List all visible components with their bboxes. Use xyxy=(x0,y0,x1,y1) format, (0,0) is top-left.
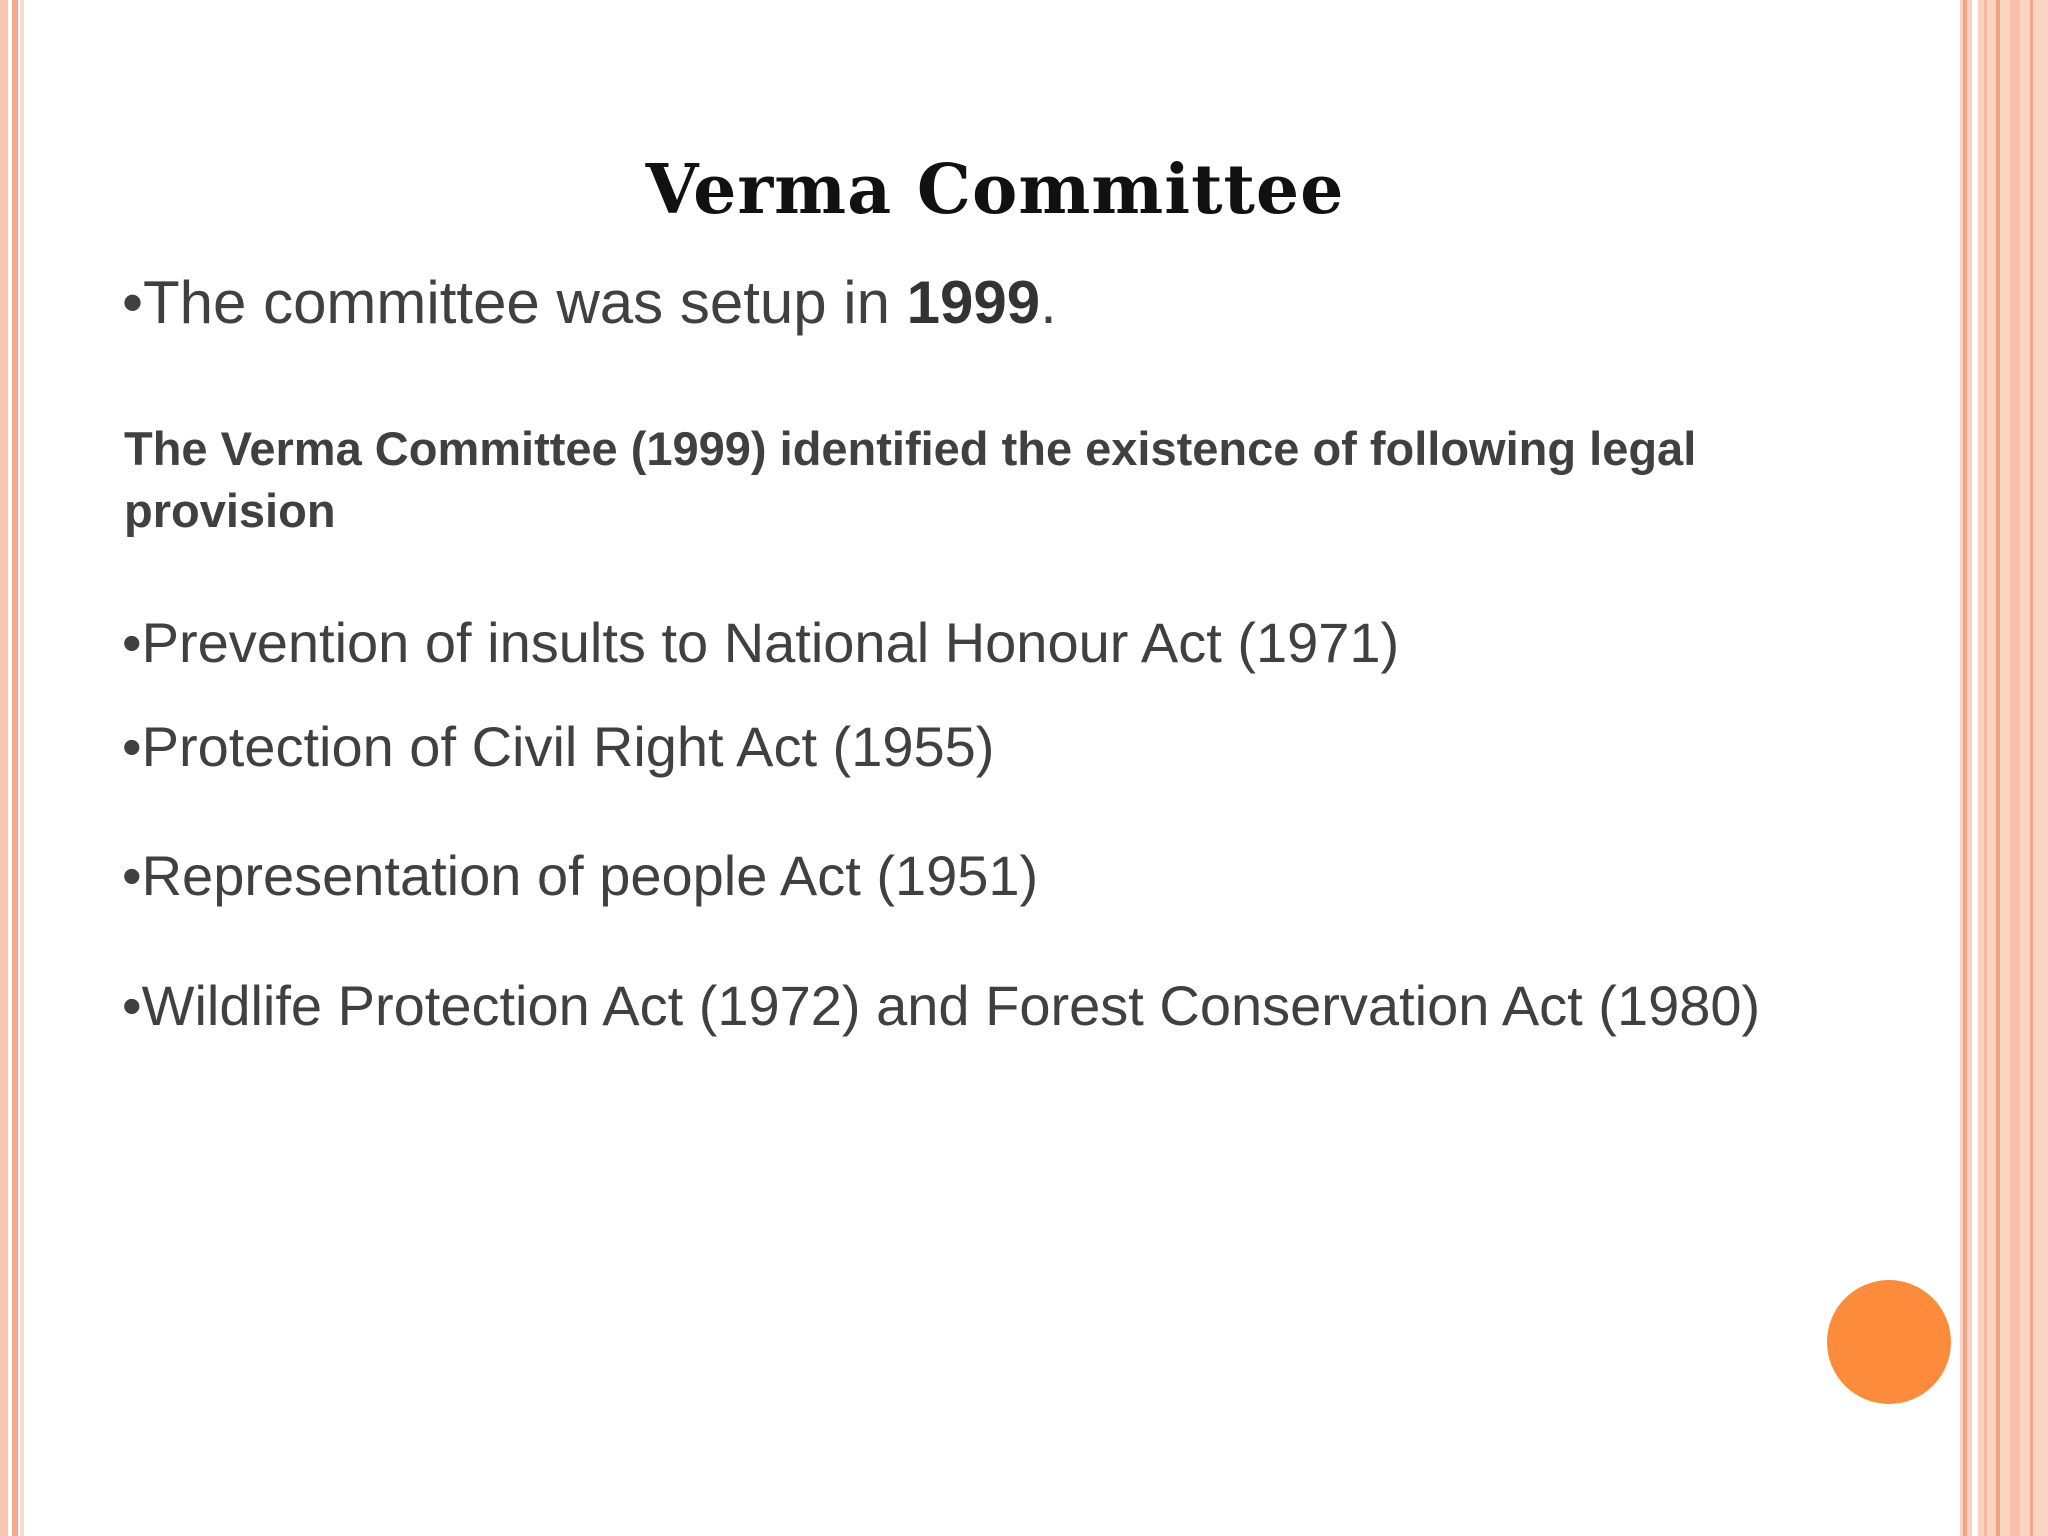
left-border-stripe xyxy=(0,0,8,1536)
bullet-item: •Protection of Civil Right Act (1955) xyxy=(122,715,995,778)
bullet-item: •Representation of people Act (1951) xyxy=(122,844,1039,907)
slide-title: Verma Committee xyxy=(645,150,1345,230)
right-border-stripe xyxy=(2030,0,2033,1536)
intro-year: 1999 xyxy=(906,269,1041,336)
bullet-item: •Wildlife Protection Act (1972) and Forest Conservation Act (1980) xyxy=(122,974,1761,1037)
bullet-item: •Prevention of insults to National Honour Act (1971) xyxy=(122,611,1400,674)
left-border-stripe xyxy=(12,0,18,1536)
subheading: The Verma Committee (1999) identified the existence of following legal provision xyxy=(124,422,1697,537)
intro-line xyxy=(122,268,1057,337)
right-border-stripe xyxy=(1972,0,1978,1536)
left-border-stripe xyxy=(20,0,24,1536)
right-border-stripe xyxy=(1996,0,2000,1536)
right-border-stripe xyxy=(2010,0,2020,1536)
right-border-stripe xyxy=(1984,0,1987,1536)
right-border-stripe xyxy=(1963,0,1967,1536)
intro-suffix: . xyxy=(1040,269,1057,336)
decorative-orange-circle xyxy=(1827,1280,1951,1404)
intro-prefix: •The committee was setup in xyxy=(122,269,907,336)
